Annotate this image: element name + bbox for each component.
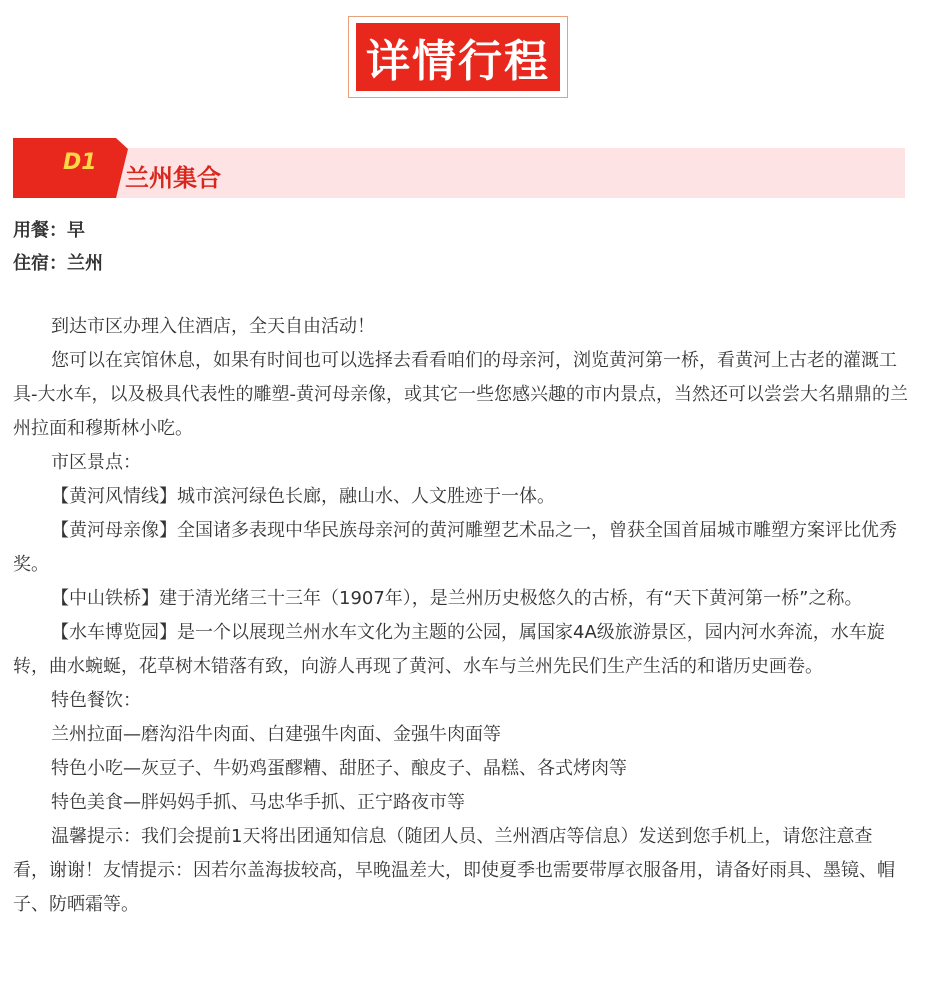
paragraph-sight-iron-bridge: 【中山铁桥】建于清光绪三十三年（1907年），是兰州历史极悠久的古桥，有“天下黄河第一桥”之称。: [51, 588, 863, 609]
lodging-info: 住宿：兰州: [13, 253, 103, 274]
paragraph-food-heading: 特色餐饮：: [51, 690, 141, 711]
paragraph-food-specialties: 特色美食—胖妈妈手抓、马忠华手抓、正宁路夜市等: [51, 792, 465, 813]
section-title: 详情行程: [356, 23, 560, 91]
paragraph-sight-riverside: 【黄河风情线】城市滨河绿色长廊，融山水、人文胜迹于一体。: [51, 486, 555, 507]
paragraph-sights-heading: 市区景点：: [51, 452, 141, 473]
itinerary-body: [13, 310, 908, 922]
paragraph-sight-mother-statue: 【黄河母亲像】全国诸多表现中华民族母亲河的黄河雕塑艺术品之一，曾获全国首届城市雕塑方案评比优秀奖。: [13, 520, 897, 575]
paragraph-food-noodles: 兰州拉面—磨沟沿牛肉面、白建强牛肉面、金强牛肉面等: [51, 724, 501, 745]
paragraph-sight-waterwheel-park: 【水车博览园】是一个以展现兰州水车文化为主题的公园，属国家4A级旅游景区，园内河水奔流，水车旋转，曲水蜿蜒，花草树木错落有致，向游人再现了黄河、水车与兰州先民们生产生活的和谐历史画卷。: [13, 622, 885, 677]
paragraph-arrival: 到达市区办理入住酒店，全天自由活动！: [51, 316, 375, 337]
paragraph-food-snacks: 特色小吃—灰豆子、牛奶鸡蛋醪糟、甜胚子、酿皮子、晶糕、各式烤肉等: [51, 758, 627, 779]
day-badge-label: D1: [63, 150, 97, 175]
section-title-frame: [348, 16, 568, 98]
paragraph-tips: 温馨提示：我们会提前1天将出团通知信息（随团人员、兰州酒店等信息）发送到您手机上，请您注意查看，谢谢！友情提示：因若尔盖海拔较高，早晚温差大，即使夏季也需要带厚衣服备用，请备好雨具、墨镜、帽子、防晒霜等。: [13, 826, 895, 915]
paragraph-free-activity: 您可以在宾馆休息，如果有时间也可以选择去看看咱们的母亲河，浏览黄河第一桥，看黄河上古老的灌溉工具-大水车，以及极具代表性的雕塑-黄河母亲像，或其它一些您感兴趣的市内景点，当然还可以尝尝大名鼎鼎的兰州拉面和穆斯林小吃。: [13, 350, 908, 439]
day-header: [13, 138, 905, 198]
meals-info: 用餐：早: [13, 220, 85, 241]
day-title: 兰州集合: [125, 164, 221, 192]
